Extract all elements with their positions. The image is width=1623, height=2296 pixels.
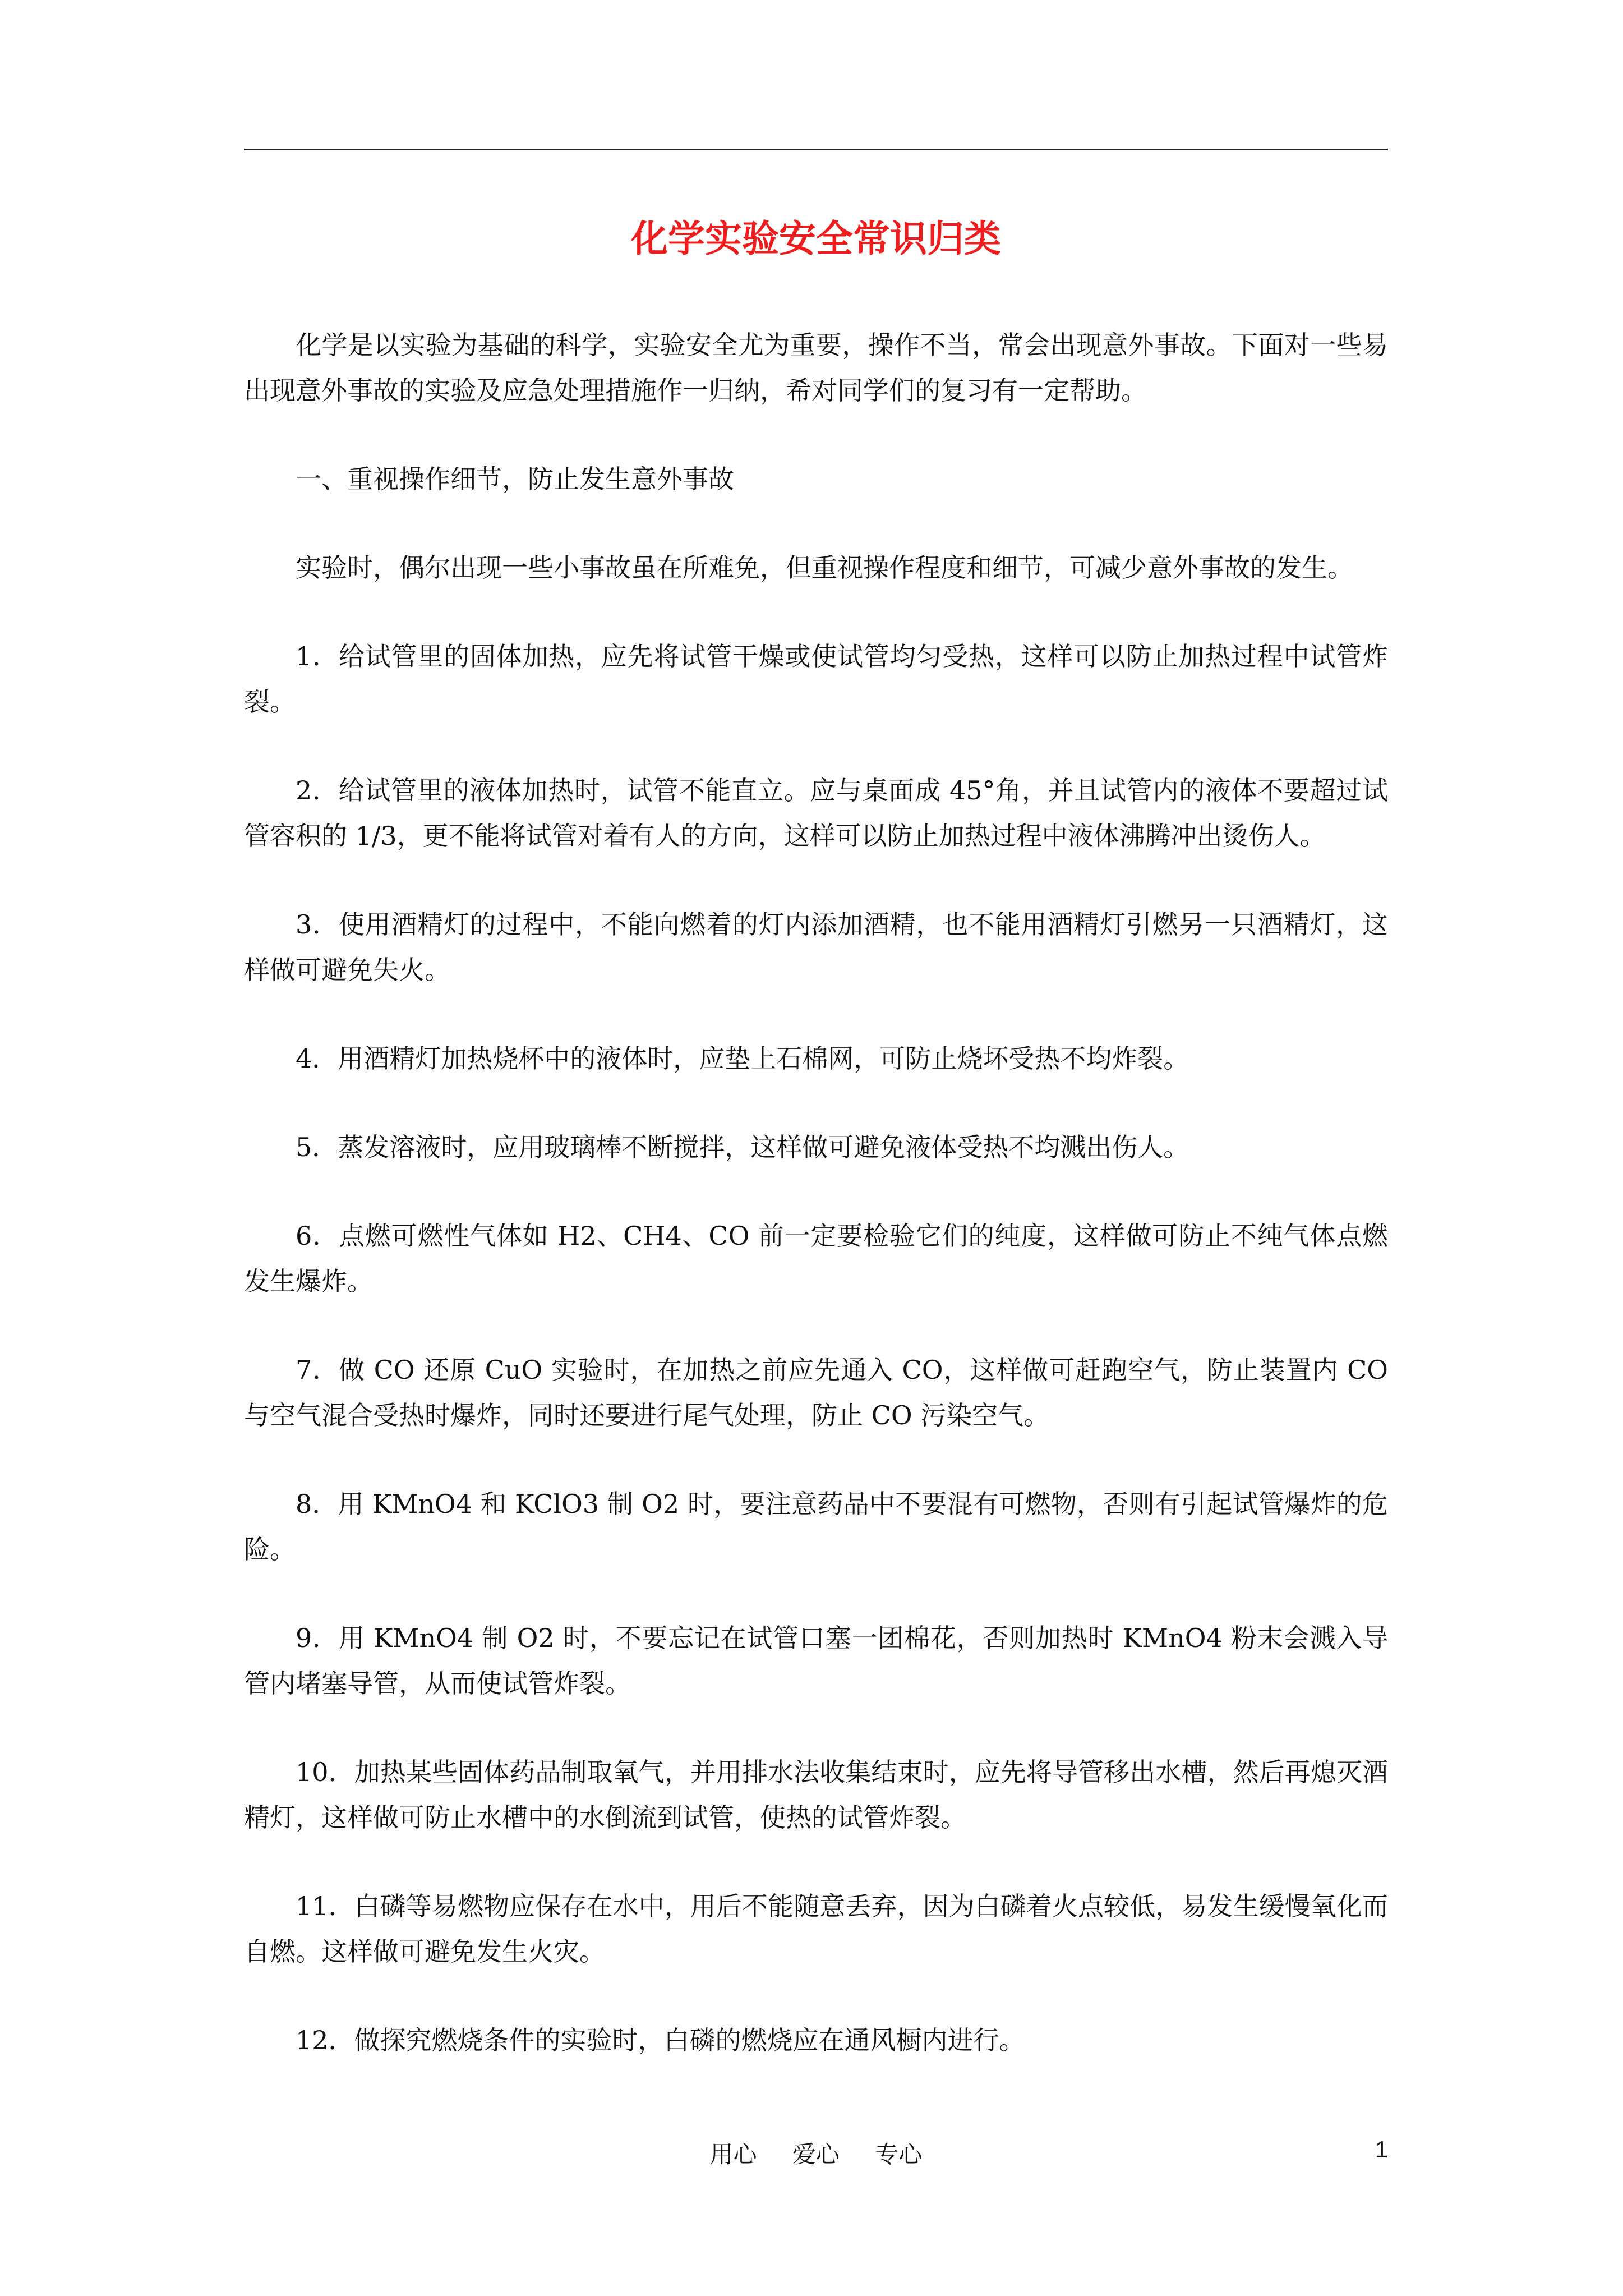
intro-paragraph: 化学是以实验为基础的科学，实验安全尤为重要，操作不当，常会出现意外事故。下面对一些易出现意外事故的实验及应急处理措施作一归纳，希对同学们的复习有一定帮助。 — [244, 330, 1388, 406]
list-item: 12．做探究燃烧条件的实验时，白磷的燃烧应在通风橱内进行。 — [296, 2025, 1025, 2055]
list-item: 6．点燃可燃性气体如 H2、CH4、CO 前一定要检验它们的纯度，这样做可防止不纯气体点燃发生爆炸。 — [244, 1221, 1388, 1296]
footer-motto-word: 用心 — [709, 2141, 757, 2168]
list-item: 1．给试管里的固体加热，应先将试管干燥或使试管均匀受热，这样可以防止加热过程中试管炸裂。 — [244, 641, 1388, 717]
list-item: 10．加热某些固体药品制取氧气，并用排水法收集结束时，应先将导管移出水槽，然后再熄灭酒精灯，这样做可防止水槽中的水倒流到试管，使热的试管炸裂。 — [244, 1757, 1388, 1833]
list-item: 3．使用酒精灯的过程中，不能向燃着的灯内添加酒精，也不能用酒精灯引燃另一只酒精灯，这样做可避免失火。 — [244, 909, 1388, 985]
page-footer — [244, 2136, 1388, 2175]
list-item: 9．用 KMnO4 制 O2 时，不要忘记在试管口塞一团棉花，否则加热时 KMnO4 粉末会溅入导管内堵塞导管，从而使试管炸裂。 — [244, 1623, 1388, 1699]
list-item: 5．蒸发溶液时，应用玻璃棒不断搅拌，这样做可避免液体受热不均溅出伤人。 — [296, 1132, 1189, 1162]
list-item: 4．用酒精灯加热烧杯中的液体时，应垫上石棉网，可防止烧坏受热不均炸裂。 — [296, 1043, 1189, 1074]
list-item: 11．白磷等易燃物应保存在水中，用后不能随意丢弃，因为白磷着火点较低，易发生缓慢氧化而自燃。这样做可避免发生火灾。 — [244, 1891, 1388, 1967]
page-number: 1 — [1375, 2136, 1388, 2162]
footer-motto-word: 专心 — [875, 2141, 923, 2168]
section-intro-paragraph: 实验时，偶尔出现一些小事故虽在所难免，但重视操作程度和细节，可减少意外事故的发生。 — [296, 553, 1353, 583]
body-text — [244, 323, 1388, 2106]
footer-motto-word: 爱心 — [792, 2141, 840, 2168]
page-title: 化学实验安全常识归类 — [631, 217, 1001, 260]
section-heading: 一、重视操作细节，防止发生意外事故 — [296, 464, 734, 494]
list-item: 7．做 CO 还原 CuO 实验时，在加热之前应先通入 CO，这样做可赶跑空气，防止装置内 CO 与空气混合受热时爆炸，同时还要进行尾气处理，防止 CO 污染空气。 — [244, 1355, 1388, 1430]
list-item: 2．给试管里的液体加热时，试管不能直立。应与桌面成 45°角，并且试管内的液体不要超过试管容积的 1/3，更不能将试管对着有人的方向，这样可以防止加热过程中液体沸腾冲出烫伤人。 — [244, 775, 1388, 851]
list-item: 8．用 KMnO4 和 KClO3 制 O2 时，要注意药品中不要混有可燃物，否则有引起试管爆炸的危险。 — [244, 1489, 1388, 1565]
footer-motto — [244, 2136, 1388, 2170]
header-rule — [244, 149, 1388, 150]
